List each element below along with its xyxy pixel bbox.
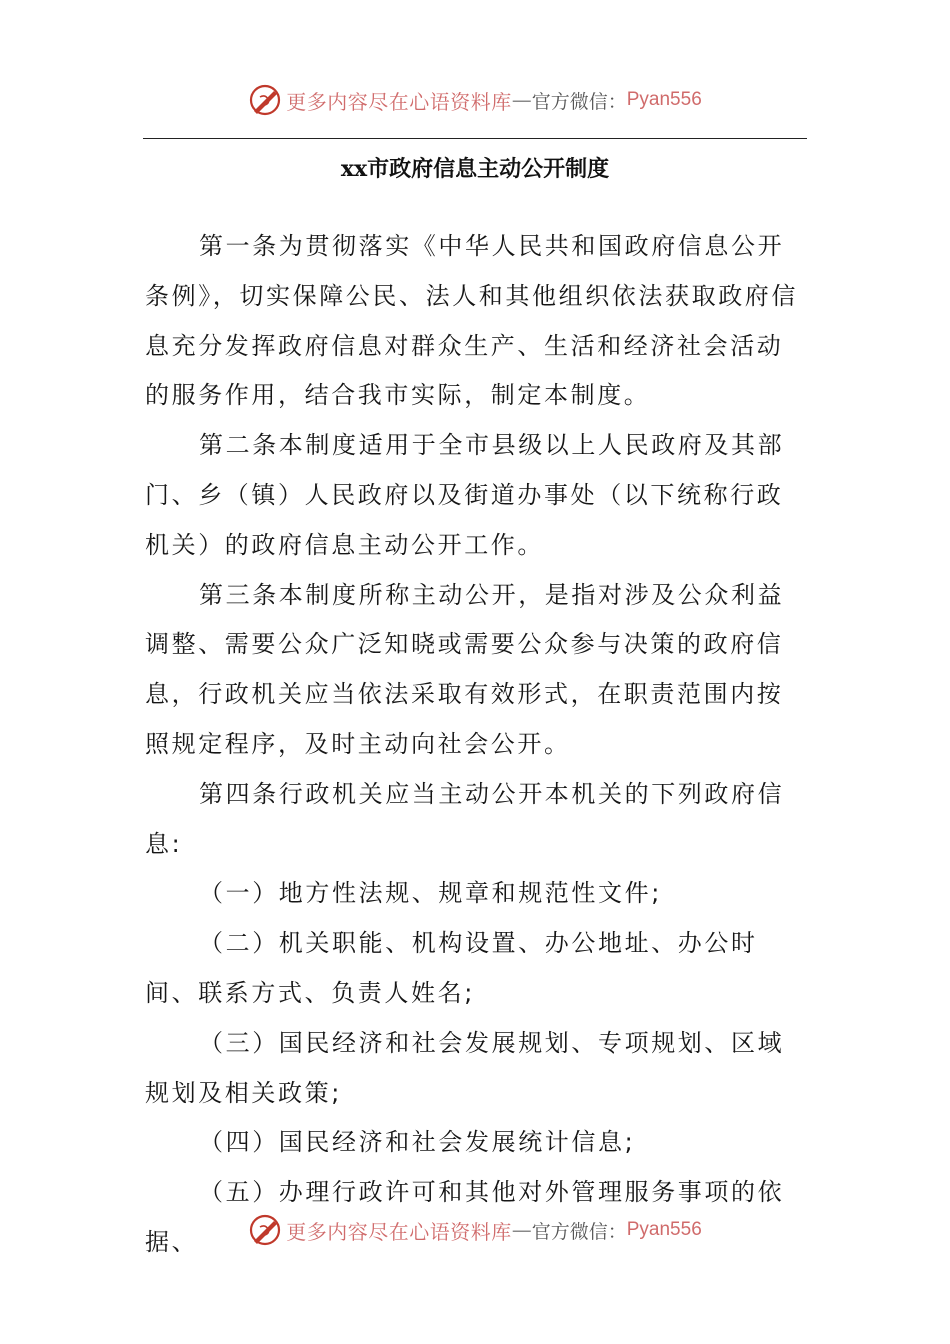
watermark-main-text: 更多内容尽在心语资料库: [286, 1219, 512, 1244]
watermark-separator: —: [511, 1218, 532, 1242]
page-title: xx市政府信息主动公开制度: [340, 156, 610, 182]
paragraph-article-3: 第三条本制度所称主动公开，是指对涉及公众利益调整、需要公众广泛知晓或需要公众参与决策的政府信息，行政机关应当依法采取有效形式，在职责范围内按照规定程序，及时主动向社会公开。: [145, 580, 785, 758]
document-body: [145, 222, 809, 1268]
paragraph-article-2: 第二条本制度适用于全市县级以上人民政府及其部门、乡（镇）人民政府以及街道办事处（以下统称行政机关）的政府信息主动公开工作。: [145, 431, 785, 559]
watermark-wechat-id: Pyan556: [626, 1219, 702, 1240]
header-watermark: [0, 78, 950, 122]
paragraph-article-4: 第四条行政机关应当主动公开本机关的下列政府信息:: [145, 779, 785, 858]
header-divider: [143, 138, 807, 139]
list-item-5: （五）办理行政许可和其他对外管理服务事项的依据、: [145, 1178, 785, 1256]
list-item-1: （一）地方性法规、规章和规范性文件;: [199, 879, 662, 908]
pen-seal-icon: [248, 83, 282, 117]
watermark-official-label: 官方微信：: [531, 1220, 627, 1243]
watermark-separator: —: [511, 88, 532, 112]
footer-watermark: [0, 1208, 950, 1252]
list-item-3: （三）国民经济和社会发展规划、专项规划、区域规划及相关政策;: [145, 1028, 785, 1107]
pen-seal-icon: [248, 1213, 282, 1247]
list-item-4: （四）国民经济和社会发展统计信息;: [199, 1128, 636, 1157]
list-item-2: （二）机关职能、机构设置、办公地址、办公时间、联系方式、负责人姓名;: [145, 929, 758, 1007]
watermark-wechat-id: Pyan556: [626, 89, 702, 110]
watermark-main-text: 更多内容尽在心语资料库: [286, 89, 512, 114]
watermark-official-label: 官方微信：: [531, 90, 627, 113]
paragraph-article-1: 第一条为贯彻落实《中华人民共和国政府信息公开条例》，切实保障公民、法人和其他组织依法获取政府信息充分发挥政府信息对群众生产、生活和经济社会活动的服务作用，结合我市实际，制定本制度。: [145, 232, 798, 410]
